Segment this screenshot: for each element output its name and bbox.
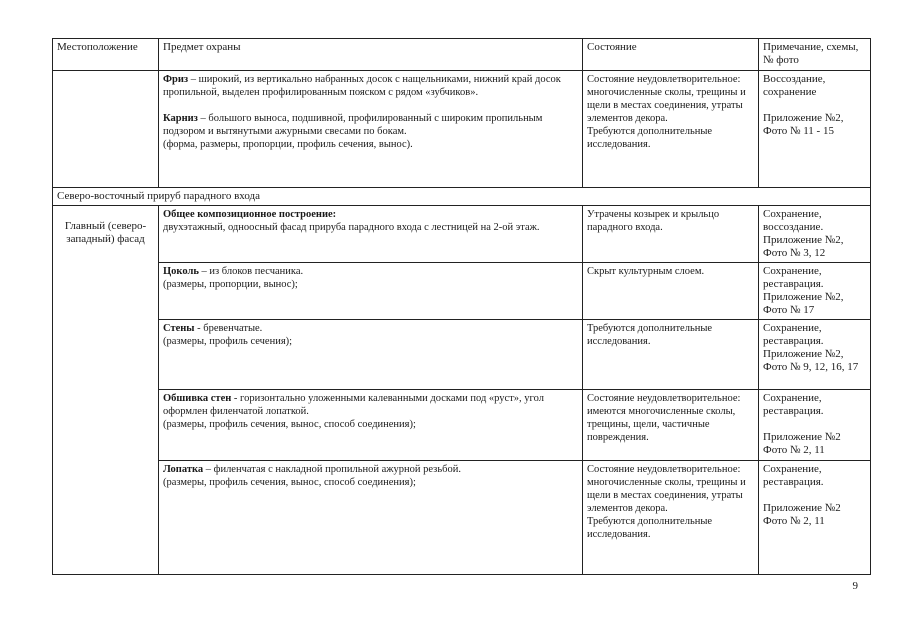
table-row xyxy=(53,320,871,390)
subject-cell xyxy=(159,390,583,461)
pilaster-extra: (размеры, профиль сечения, вынос, способ соединения); xyxy=(163,477,416,488)
subject-cell xyxy=(159,206,583,263)
header-subject: Предмет охраны xyxy=(159,39,583,71)
cladding-text: - горизонтально уложенными калеванными досками под «руст», угол оформлен филенчатой лопаткой. xyxy=(163,393,544,417)
condition-text: Состояние неудовлетворительное: многочисленные сколы, трещины и щели в местах соединения, утраты элементов декора. xyxy=(587,74,746,124)
location-cell: Главный (северо-западный) фасад xyxy=(53,206,159,575)
note-photo-ref: Приложение №2 Фото № 2, 11 xyxy=(763,431,841,456)
location-cell-empty xyxy=(53,71,159,188)
cornice-extra: (форма, размеры, пропорции, профиль сечения, вынос). xyxy=(163,139,413,150)
term-cladding: Обшивка стен xyxy=(163,393,232,404)
term-plinth: Цоколь xyxy=(163,266,199,277)
table-row xyxy=(53,461,871,575)
note-action: Сохранение, реставрация. xyxy=(763,392,824,417)
pilaster-text: – филенчатая с накладной пропильной ажурной резьбой. xyxy=(203,464,461,475)
condition-cell xyxy=(583,71,759,188)
header-location: Местоположение xyxy=(53,39,159,71)
note-cell xyxy=(759,71,871,188)
section-row xyxy=(53,188,871,206)
cornice-text: – большого выноса, подшивной, профилированный с широким пропильным подзором и вытянутыми ажурными свесами по бокам. xyxy=(163,113,543,137)
walls-extra: (размеры, профиль сечения); xyxy=(163,336,293,347)
condition-research: Требуются дополнительные исследования. xyxy=(587,126,713,150)
table-row xyxy=(53,206,871,263)
condition-text: Состояние неудовлетворительное: многочисленные сколы, трещины и щели в местах соединения, утраты элементов декора. xyxy=(587,464,746,514)
condition-research: Требуются дополнительные исследования. xyxy=(587,516,713,540)
table-header-row xyxy=(53,39,871,71)
term-pilaster: Лопатка xyxy=(163,464,204,475)
note-cell: Сохранение, реставрация. Приложение №2, Фото № 17 xyxy=(759,263,871,320)
frieze-text: – широкий, из вертикально набранных досок с нащельниками, нижний край досок пропильной, выделен профилированным пояском с рядом «зубчиков». xyxy=(163,74,561,98)
table-row xyxy=(53,390,871,461)
note-action: Воссоздание, сохранение xyxy=(763,73,826,98)
plinth-extra: (размеры, пропорции, вынос); xyxy=(163,279,298,290)
page-number: 9 xyxy=(852,580,858,592)
note-cell: Сохранение, реставрация. Приложение №2, Фото № 9, 12, 16, 17 xyxy=(759,320,871,390)
section-title: Северо-восточный прируб парадного входа xyxy=(53,188,871,206)
subject-cell xyxy=(159,71,583,188)
term-walls: Стены xyxy=(163,323,195,334)
note-cell: Сохранение, воссоздание. Приложение №2, Фото № 3, 12 xyxy=(759,206,871,263)
plinth-text: – из блоков песчаника. xyxy=(198,266,304,277)
note-cell xyxy=(759,390,871,461)
condition-cell: Требуются дополнительные исследования. xyxy=(583,320,759,390)
condition-cell xyxy=(583,461,759,575)
term-composition: Общее композиционное построение: xyxy=(163,209,337,220)
term-frieze: Фриз xyxy=(163,74,189,85)
subject-cell xyxy=(159,461,583,575)
term-cornice: Карниз xyxy=(163,113,198,124)
header-note: Примечание, схемы, № фото xyxy=(759,39,871,71)
cladding-extra: (размеры, профиль сечения, вынос, способ соединения); xyxy=(163,419,416,430)
subject-cell xyxy=(159,263,583,320)
condition-cell: Состояние неудовлетворительное: имеются многочисленные сколы, трещины, щели, частичные повреждения. xyxy=(583,390,759,461)
table-row xyxy=(53,71,871,188)
condition-cell: Скрыт культурным слоем. xyxy=(583,263,759,320)
note-photo-ref: Приложение №2, Фото № 11 - 15 xyxy=(763,112,844,137)
note-action: Сохранение, реставрация. xyxy=(763,463,824,488)
condition-cell: Утрачены козырек и крыльцо парадного входа. xyxy=(583,206,759,263)
header-condition: Состояние xyxy=(583,39,759,71)
protection-table xyxy=(52,38,871,575)
note-cell xyxy=(759,461,871,575)
walls-text: - бревенчатые. xyxy=(194,323,263,334)
subject-cell xyxy=(159,320,583,390)
note-photo-ref: Приложение №2 Фото № 2, 11 xyxy=(763,502,841,527)
table-row xyxy=(53,263,871,320)
composition-text: двухэтажный, одноосный фасад прируба парадного входа с лестницей на 2-ой этаж. xyxy=(163,222,540,233)
